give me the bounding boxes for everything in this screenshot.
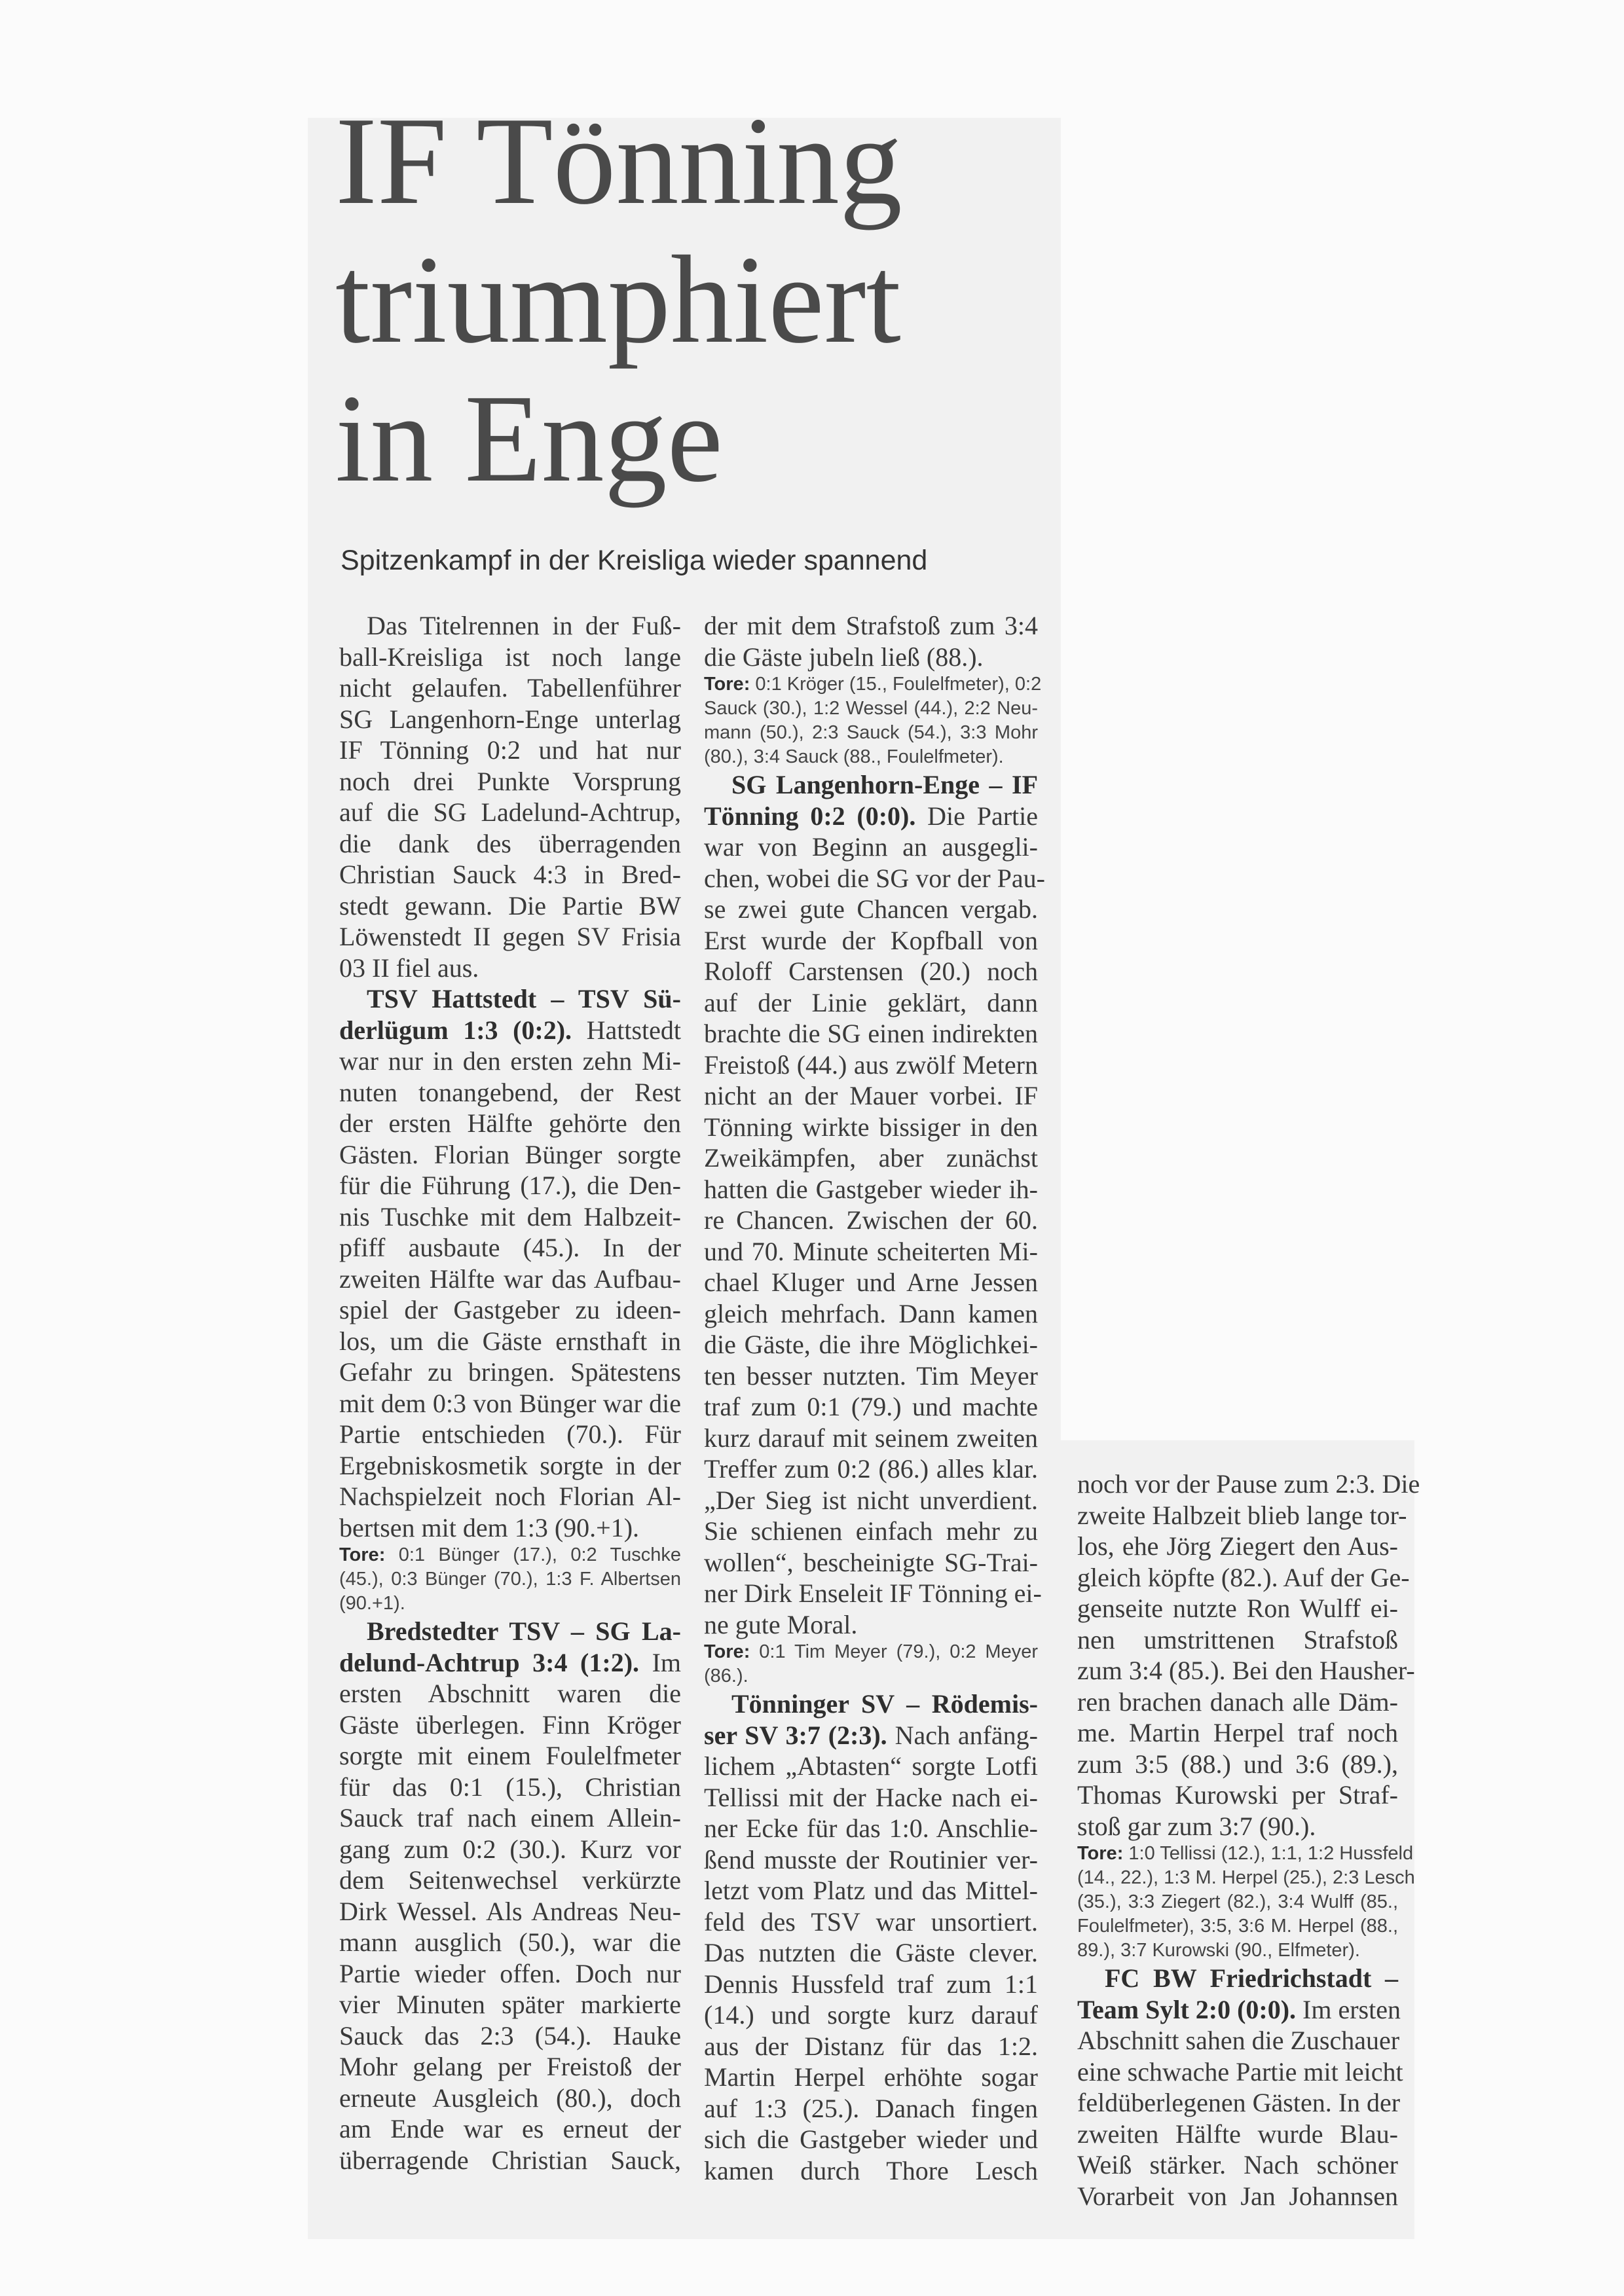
text-line: Nachspielzeit noch Florian Al-	[339, 1482, 681, 1511]
text-line: 03 II fiel aus.	[339, 953, 479, 983]
text-line: Tönning 0:2 (0:0). Die Partie	[704, 801, 1038, 831]
text-line: nis Tuschke mit dem Halbzeit-	[339, 1201, 681, 1231]
text-line	[339, 983, 681, 1015]
text-line: lichem „Abtasten“ sorgte Lotfi	[704, 1751, 1038, 1781]
text-line: brachte die SG einen indirekten	[704, 1019, 1038, 1048]
text-line: IF Tönning 0:2 und hat nur	[339, 735, 681, 765]
text-line: mann ausglich (50.), war die	[339, 1927, 681, 1957]
text-line: 89.), 3:7 Kurowski (90., Elfmeter).	[1077, 1940, 1360, 1961]
text-line: Abschnitt sahen die Zuschauer	[1077, 2026, 1400, 2055]
article-paragraph	[704, 769, 1045, 1640]
text-line: noch drei Punkte Vorsprung	[339, 766, 681, 796]
text-line: Tore: 0:1 Kröger (15., Foulelfmeter), 0:2	[704, 674, 1042, 695]
bold-lead: Tönninger SV – Rödemis-	[731, 1689, 1038, 1719]
text-line: und 70. Minute scheiterten Mi-	[704, 1236, 1038, 1266]
bold-lead: Tore:	[704, 1641, 750, 1662]
bold-lead: Team Sylt 2:0 (0:0).	[1077, 1994, 1297, 2024]
bold-lead: Bredstedter TSV – SG La-	[367, 1616, 681, 1646]
text-line: aus der Distanz für das 1:2.	[704, 2031, 1038, 2061]
text-line: Weiß stärker. Nach schöner	[1077, 2150, 1398, 2179]
text-line: Team Sylt 2:0 (0:0). Im ersten	[1077, 1994, 1401, 2024]
text-line: am Ende war es erneut der	[339, 2114, 681, 2143]
text-line: stedt gewann. Die Partie BW	[339, 890, 681, 920]
text-line: wollen“, bescheinigte SG-Trai-	[704, 1547, 1038, 1577]
text-line: der ersten Hälfte gehörte den	[339, 1108, 681, 1138]
headline-line: in Enge	[335, 369, 723, 508]
text-line: die Gäste jubeln ließ (88.).	[704, 642, 984, 672]
text-line: sich die Gastgeber wieder und	[704, 2124, 1038, 2154]
text-line: (86.).	[704, 1666, 748, 1686]
text-line: Christian Sauck 4:3 in Bred-	[339, 860, 681, 889]
text-line: nuten tonangebend, der Rest	[339, 1077, 681, 1107]
text-line: chen, wobei die SG vor der Pau-	[704, 863, 1045, 893]
text-line: ßend musste der Routinier ver-	[704, 1844, 1038, 1874]
article-column-3	[1077, 1468, 1420, 2212]
article-paragraph	[1077, 1963, 1403, 2212]
headline-line: IF Tönning	[335, 91, 902, 230]
text-line: „Der Sieg ist nicht unverdient.	[704, 1485, 1038, 1515]
bold-lead: delund-Achtrup 3:4 (1:2).	[339, 1647, 640, 1677]
text-line: Martin Herpel erhöhte sogar	[704, 2062, 1038, 2092]
text-line: feldüberlegenen Gästen. In der	[1077, 2088, 1401, 2117]
text-line: gleich mehrfach. Dann kamen	[704, 1298, 1038, 1328]
text-line: Thomas Kurowski per Straf-	[1077, 1780, 1398, 1810]
text-line: (90.+1).	[339, 1593, 405, 1614]
text-line: nen umstrittenen Strafstoß	[1077, 1624, 1398, 1654]
text-line: nicht an der Mauer vorbei. IF	[704, 1081, 1038, 1110]
text-line: Sauck traf nach einem Allein-	[339, 1803, 681, 1832]
text-line: (35.), 3:3 Ziegert (82.), 3:4 Wulff (85.,	[1077, 1891, 1398, 1912]
text-line: spiel der Gastgeber zu ideen-	[339, 1295, 681, 1324]
text-line: ne gute Moral.	[704, 1609, 858, 1639]
text-line: letzt vom Platz und das Mittel-	[704, 1876, 1038, 1905]
text-line: Gästen. Florian Bünger sorgte	[339, 1139, 681, 1169]
text-line: (14., 22.), 1:3 M. Herpel (25.), 2:3 Lesch	[1077, 1867, 1415, 1888]
text-line: hatten die Gastgeber wieder ih-	[704, 1174, 1038, 1204]
text-line: noch vor der Pause zum 2:3. Die	[1077, 1469, 1420, 1499]
text-line: bertsen mit dem 1:3 (90.+1).	[339, 1512, 640, 1542]
text-line	[339, 1616, 681, 1647]
bold-lead: Tönning 0:2 (0:0).	[704, 801, 916, 831]
text-line: sorgte mit einem Foulelfmeter	[339, 1741, 681, 1770]
article-paragraph	[339, 983, 681, 1543]
text-line: Sie schienen einfach mehr zu	[704, 1516, 1038, 1546]
bold-lead: ser SV 3:7 (2:3).	[704, 1720, 887, 1750]
article-column-2	[704, 610, 1045, 2186]
text-line: dem Seitenwechsel verkürzte	[339, 1865, 681, 1895]
text-line: mann (50.), 2:3 Sauck (54.), 3:3 Mohr	[704, 722, 1038, 743]
bold-lead: derlügum 1:3 (0:2).	[339, 1015, 572, 1045]
text-line: zum 3:4 (85.). Bei den Hausher-	[1077, 1656, 1415, 1685]
text-line: ten besser nutzten. Tim Meyer	[704, 1360, 1038, 1391]
text-line: Sauck (30.), 1:2 Wessel (44.), 2:2 Neu-	[704, 698, 1038, 719]
text-line: stoß gar zum 3:7 (90.).	[1077, 1811, 1316, 1841]
text-line	[704, 1688, 1038, 1720]
article-paragraph	[339, 1616, 681, 2176]
text-line: für die Führung (17.), die Den-	[339, 1171, 681, 1200]
bold-lead: Tore:	[1077, 1843, 1124, 1864]
text-line: zweiten Hälfte wurde Blau-	[1077, 2119, 1398, 2149]
text-line: ren brachen danach alle Däm-	[1077, 1686, 1398, 1717]
text-line: (14.) und sorgte kurz darauf	[704, 2000, 1038, 2030]
text-line: (45.), 0:3 Bünger (70.), 1:3 F. Albertsen	[339, 1569, 681, 1590]
text-line: SG Langenhorn-Enge unterlag	[339, 704, 681, 734]
text-line: traf zum 0:1 (79.) und machte	[704, 1392, 1038, 1421]
text-line: zweite Halbzeit blieb lange tor-	[1077, 1500, 1407, 1530]
text-line: Roloff Carstensen (20.) noch	[704, 957, 1038, 986]
text-line: Partie wieder offen. Doch nur	[339, 1958, 681, 1988]
text-line: re Chancen. Zwischen der 60.	[704, 1205, 1038, 1235]
text-line	[704, 769, 1038, 801]
text-line: Dennis Hussfeld traf zum 1:1	[704, 1969, 1038, 1999]
text-line: Dirk Wessel. Als Andreas Neu-	[339, 1896, 681, 1926]
article-paragraph	[1077, 1468, 1420, 1842]
text-line: zweiten Hälfte war das Aufbau-	[339, 1264, 681, 1294]
text-line: Das Titelrennen in der Fuß-	[367, 611, 681, 640]
text-line: Ergebniskosmetik sorgte in der	[339, 1450, 681, 1480]
article-paragraph	[339, 610, 681, 983]
text-line: Tore: 0:1 Tim Meyer (79.), 0:2 Meyer	[704, 1641, 1038, 1662]
text-line: der mit dem Strafstoß zum 3:4	[704, 611, 1038, 640]
text-line: Tönning wirkte bissiger in den	[704, 1112, 1038, 1142]
text-line: ball-Kreisliga ist noch lange	[339, 642, 681, 672]
article-paragraph	[704, 1688, 1038, 2186]
text-line: genseite nutzte Ron Wulff ei-	[1077, 1594, 1398, 1623]
text-line: los, ehe Jörg Ziegert den Aus-	[1077, 1531, 1398, 1561]
text-line: gleich köpfte (82.). Auf der Ge-	[1077, 1562, 1410, 1592]
text-line: (80.), 3:4 Sauck (88., Foulelfmeter).	[704, 746, 1004, 767]
bold-lead: SG Langenhorn-Enge – IF	[731, 770, 1038, 799]
text-line: erneute Ausgleich (80.), doch	[339, 2083, 681, 2113]
headline-line: triumphiert	[335, 230, 901, 369]
text-line: auf die SG Ladelund-Achtrup,	[339, 797, 681, 827]
text-line: Partie entschieden (70.). Für	[339, 1419, 681, 1449]
bold-lead: Tore:	[704, 674, 750, 695]
text-line: delund-Achtrup 3:4 (1:2). Im	[339, 1647, 682, 1677]
text-line: derlügum 1:3 (0:2). Hattstedt	[339, 1015, 681, 1045]
article-column-1	[339, 610, 681, 2176]
text-line	[1077, 1963, 1398, 1994]
text-line: Tore: 0:1 Bünger (17.), 0:2 Tuschke	[339, 1544, 681, 1565]
text-line: Foulelfmeter), 3:5, 3:6 M. Herpel (88.,	[1077, 1916, 1398, 1937]
headline	[335, 92, 902, 508]
text-line: nicht gelaufen. Tabellenführer	[339, 673, 681, 702]
text-line: Das nutzten die Gäste clever.	[704, 1938, 1038, 1967]
text-line: Tellissi mit der Hacke nach ei-	[704, 1782, 1038, 1812]
text-line: die dank des überragenden	[339, 828, 681, 858]
text-line: se zwei gute Chancen vergab.	[704, 894, 1038, 924]
text-line: ner Ecke für das 1:0. Anschlie-	[704, 1813, 1038, 1843]
text-line: Freistoß (44.) aus zwölf Metern	[704, 1049, 1038, 1080]
text-line: für das 0:1 (15.), Christian	[339, 1772, 681, 1802]
text-line: die Gäste, die ihre Möglichkei-	[704, 1330, 1038, 1359]
text-line: war nur in den ersten zehn Mi-	[339, 1046, 681, 1076]
text-line: ser SV 3:7 (2:3). Nach anfäng-	[704, 1720, 1038, 1750]
text-line: chael Kluger und Arne Jessen	[704, 1267, 1038, 1297]
text-line: Treffer zum 0:2 (86.) alles klar.	[704, 1454, 1038, 1484]
text-line: Löwenstedt II gegen SV Frisia	[339, 922, 681, 951]
text-line: vier Minuten später markierte	[339, 1990, 681, 2019]
goals-summary	[704, 1640, 1038, 1688]
text-line: pfiff ausbaute (45.). In der	[339, 1233, 681, 1262]
text-line: Sauck das 2:3 (54.). Hauke	[339, 2020, 681, 2050]
text-line: Tore: 1:0 Tellissi (12.), 1:1, 1:2 Hussfeld	[1077, 1843, 1414, 1864]
text-line: war von Beginn an ausgegli-	[704, 832, 1038, 862]
goals-summary	[339, 1543, 681, 1616]
goals-summary	[704, 672, 1042, 769]
text-line: Zweikämpfen, aber zunächst	[704, 1143, 1038, 1173]
subtitle: Spitzenkampf in der Kreisliga wieder spannend	[341, 545, 928, 576]
text-line: Gäste überlegen. Finn Kröger	[339, 1709, 681, 1740]
text-line: kamen durch Thore Lesch	[704, 2155, 1038, 2185]
text-line: auf 1:3 (25.). Danach fingen	[704, 2093, 1038, 2123]
article-paragraph	[704, 610, 1038, 672]
text-line: me. Martin Herpel traf noch	[1077, 1718, 1398, 1747]
text-line: zum 3:5 (88.) und 3:6 (89.),	[1077, 1749, 1398, 1779]
text-line: Mohr gelang per Freistoß der	[339, 2052, 681, 2081]
text-line: Erst wurde der Kopfball von	[704, 925, 1038, 955]
text-line: los, um die Gäste ernsthaft in	[339, 1326, 681, 1356]
bold-lead: Tore:	[339, 1544, 386, 1565]
text-line: auf der Linie geklärt, dann	[704, 987, 1038, 1017]
text-line: Gefahr zu bringen. Spätestens	[339, 1357, 681, 1387]
text-line: mit dem 0:3 von Bünger war die	[339, 1388, 681, 1418]
text-line: feld des TSV war unsortiert.	[704, 1906, 1038, 1937]
text-line: ner Dirk Enseleit IF Tönning ei-	[704, 1578, 1042, 1608]
bold-lead: TSV Hattstedt – TSV Sü-	[367, 984, 681, 1013]
text-line: gang zum 0:2 (30.). Kurz vor	[339, 1834, 681, 1864]
text-line: Vorarbeit von Jan Johannsen	[1077, 2181, 1398, 2211]
text-line: überragende Christian Sauck,	[339, 2145, 681, 2175]
bold-lead: FC BW Friedrichstadt –	[1105, 1963, 1398, 1993]
text-line: kurz darauf mit seinem zweiten	[704, 1423, 1038, 1453]
text-line: eine schwache Partie mit leicht	[1077, 2056, 1403, 2086]
goals-summary	[1077, 1842, 1415, 1963]
text-line: ersten Abschnitt waren die	[339, 1679, 681, 1708]
